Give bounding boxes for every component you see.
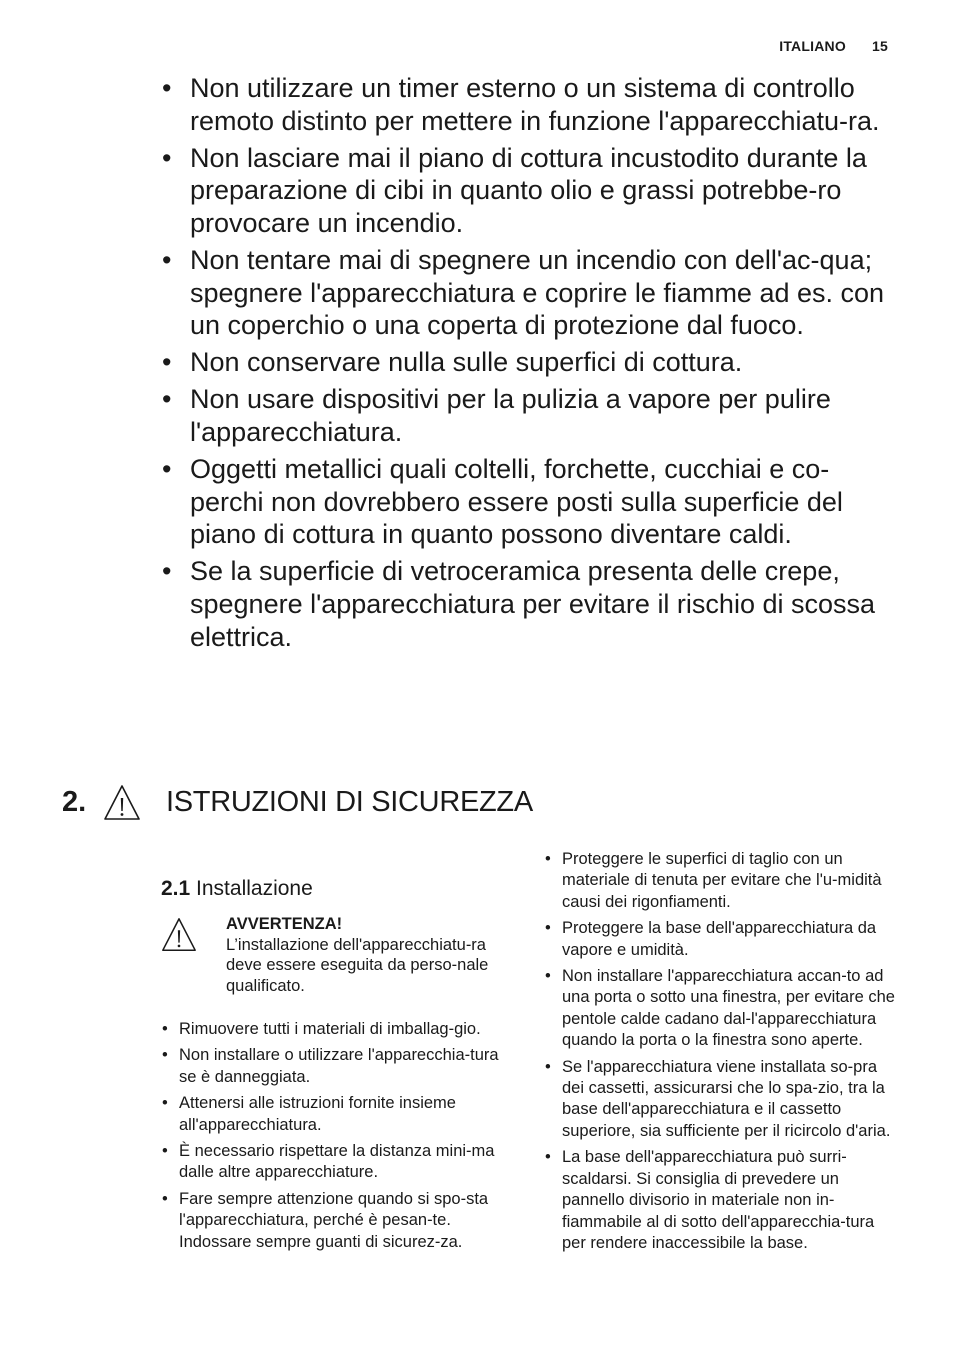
list-item: • Non installare o utilizzare l'apparecchia-tura se è danneggiata. [162, 1045, 512, 1088]
list-item: • Se la superficie di vetroceramica presenta delle crepe, spegnere l'apparecchiatura per evitare il rischio di scossa elettrica. [162, 555, 900, 653]
list-item: • Fare sempre attenzione quando si spo-sta l'apparecchiatura, perché è pesan-te. Indossare sempre guanti di sicurez-za. [162, 1189, 512, 1253]
list-item: • Attenersi alle istruzioni fornite insieme all'apparecchiatura. [162, 1093, 512, 1136]
list-item: • Non usare dispositivi per la pulizia a vapore per pulire l'apparecchiatura. [162, 383, 900, 448]
section-number: 2. [62, 786, 87, 818]
list-item: • Oggetti metallici quali coltelli, forchette, cucchiai e co-perchi non dovrebbero essere posti sulla superficie del piano di cottura in quanto possono diventare caldi. [162, 453, 900, 551]
list-item: • Non installare l'apparecchiatura accan-to ad una porta o sotto una finestra, per evitare che pentole calde cadano dal-l'apparecchiatura quando la porta o la finestra sono aperte. [545, 966, 900, 1052]
warning-triangle-icon [160, 916, 198, 959]
list-item: • Proteggere la base dell'apparecchiatura da vapore e umidità. [545, 918, 900, 961]
section-heading [62, 780, 662, 824]
list-item: • Non tentare mai di spegnere un incendio con dell'ac-qua; spegnere l'apparecchiatura e coprire le fiamme ad es. con un coperchio o una coperta di protezione dal fuoco. [162, 244, 900, 342]
installation-list-left [162, 1019, 512, 1258]
subsection-title: Installazione [196, 877, 313, 900]
warning-triangle-icon [102, 783, 142, 828]
list-item: • Rimuovere tutti i materiali di imballag-gio. [162, 1019, 512, 1040]
list-item: • Non lasciare mai il piano di cottura incustodito durante la preparazione di cibi in quanto olio e grassi potrebbe-ro provocare un incendio. [162, 142, 900, 240]
subsection-heading [161, 876, 313, 902]
list-item: • Non utilizzare un timer esterno o un sistema di controllo remoto distinto per mettere in funzione l'apparecchiatu-ra. [162, 72, 900, 137]
list-item: • Proteggere le superfici di taglio con un materiale di tenuta per evitare che l'u-midità causi dei rigonfiamenti. [545, 849, 900, 913]
installation-list-right [545, 849, 900, 1259]
header-language: ITALIANO [779, 38, 846, 54]
section-title: ISTRUZIONI DI SICUREZZA [166, 786, 533, 818]
list-item: • Non conservare nulla sulle superfici di cottura. [162, 346, 900, 379]
safety-bullet-list [162, 72, 900, 658]
subsection-number: 2.1 [161, 877, 191, 900]
page-number: 15 [872, 38, 888, 54]
list-item: • Se l'apparecchiatura viene installata so-pra dei cassetti, assicurarsi che lo spa-zio, tra la base dell'apparecchiatura e il cassetto superiore, sia sufficiente per il ricircolo d'aria. [545, 1057, 900, 1143]
warning-title: AVVERTENZA! [226, 915, 343, 933]
list-item: • La base dell'apparecchiatura può surri-scaldarsi. Si consiglia di prevedere un pannello divisorio in materiale non in-fiammabile al di sotto dell'apparecchia-tura per rendere inaccessibile la base. [545, 1147, 900, 1254]
page-header [779, 38, 888, 54]
list-item: • È necessario rispettare la distanza mini-ma dalle altre apparecchiature. [162, 1141, 512, 1184]
warning-text: L’installazione dell'apparecchiatu-ra deve essere eseguita da perso-nale qualificato. [226, 935, 489, 995]
